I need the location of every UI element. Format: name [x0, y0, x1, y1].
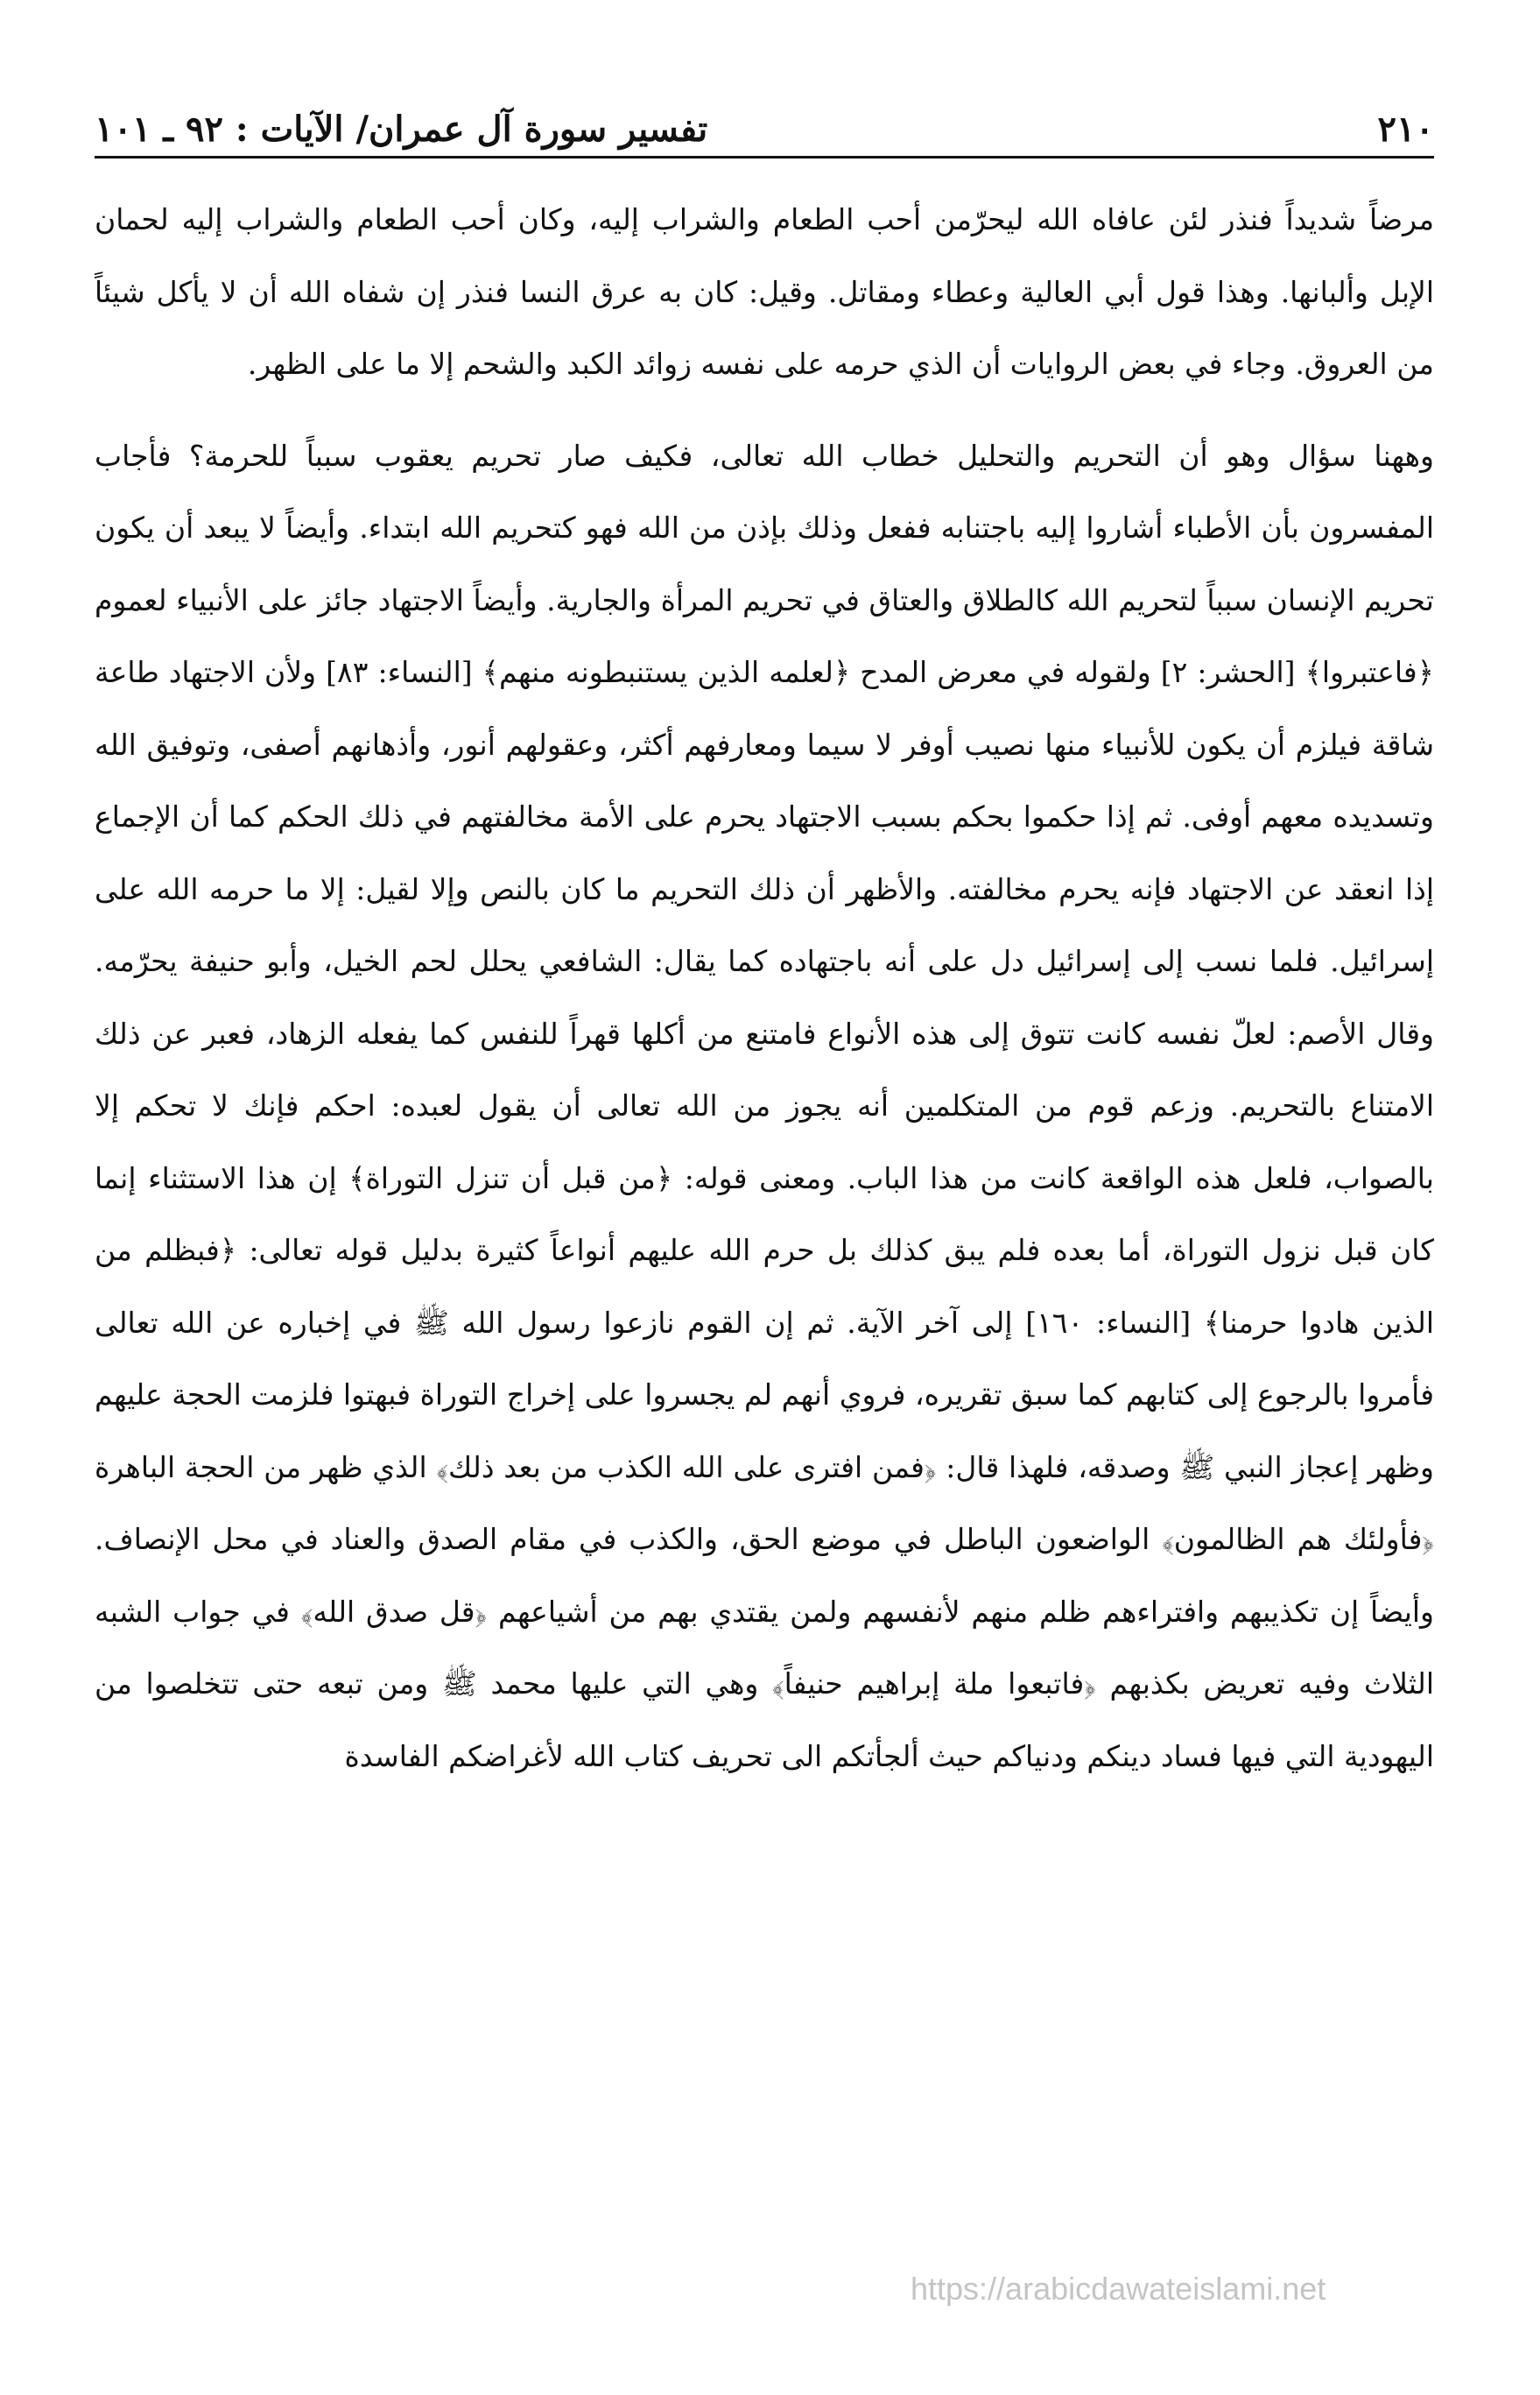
page-body — [95, 184, 1434, 1793]
page-header — [95, 95, 1434, 150]
source-watermark: https://arabicdawateislami.net — [911, 2271, 1326, 2307]
paragraph-2: وههنا سؤال وهو أن التحريم والتحليل خطاب الله تعالى، فكيف صار تحريم يعقوب سبباً للحرمة؟ فأجاب المفسرون بأن الأطباء أشاروا إليه باجتنابه ففعل وذلك بإذن من الله فهو كتحريم الله ابتداء. وأيضاً لا يبعد أن يكون تحريم الإنسان سبباً لتحريم الله كالطلاق والعتاق في تحريم المرأة والجارية. وأيضاً الاجتهاد جائز على الأنبياء لعموم ﴿فاعتبروا﴾ [الحشر: ٢] ولقوله في معرض المدح ﴿لعلمه الذين يستنبطونه منهم﴾ [النساء: ٨٣] ولأن الاجتهاد طاعة شاقة فيلزم أن يكون للأنبياء منها نصيب أوفر لا سيما ومعارفهم أكثر، وعقولهم أنور، وأذهانهم أصفى، وتوفيق الله وتسديده معهم أوفى. ثم إذا حكموا بحكم بسبب الاجتهاد يحرم على الأمة مخالفتهم في ذلك الحكم كما أن الإجماع إذا انعقد عن الاجتهاد فإنه يحرم مخالفته. والأظهر أن ذلك التحريم ما كان بالنص وإلا لقيل: إلا ما حرمه الله على إسرائيل. فلما نسب إلى إسرائيل دل على أنه باجتهاده كما يقال: الشافعي يحلل لحم الخيل، وأبو حنيفة يحرّمه. وقال الأصم: لعلّ نفسه كانت تتوق إلى هذه الأنواع فامتنع من أكلها قهراً للنفس كما يفعله الزهاد، فعبر عن ذلك الامتناع بالتحريم. وزعم قوم من المتكلمين أنه يجوز من الله تعالى أن يقول لعبده: احكم فإنك لا تحكم إلا بالصواب، فلعل هذه الواقعة كانت من هذا الباب. ومعنى قوله: ﴿من قبل أن تنزل التوراة﴾ إن هذا الاستثناء إنما كان قبل نزول التوراة، أما بعده فلم يبق كذلك بل حرم الله عليهم أنواعاً كثيرة بدليل قوله تعالى: ﴿فبظلم من الذين هادوا حرمنا﴾ [النساء: ١٦٠] إلى آخر الآية. ثم إن القوم نازعوا رسول الله ﷺ في إخباره عن الله تعالى فأمروا بالرجوع إلى كتابهم كما سبق تقريره، فروي أنهم لم يجسروا على إخراج التوراة فبهتوا فلزمت الحجة عليهم وظهر إعجاز النبي ﷺ وصدقه، فلهذا قال: ﴿فمن افترى على الله الكذب من بعد ذلك﴾ الذي ظهر من الحجة الباهرة ﴿فأولئك هم الظالمون﴾ الواضعون الباطل في موضع الحق، والكذب في مقام الصدق والعناد في محل الإنصاف. وأيضاً إن تكذيبهم وافتراءهم ظلم منهم لأنفسهم ولمن يقتدي بهم من أشياعهم ﴿قل صدق الله﴾ في جواب الشبه الثلاث وفيه تعريض بكذبهم ﴿فاتبعوا ملة إبراهيم حنيفاً﴾ وهي التي عليها محمد ﷺ ومن تبعه حتى تتخلصوا من اليهودية التي فيها فساد دينكم ودنياكم حيث ألجأتكم الى تحريف كتاب الله لأغراضكم الفاسدة — [95, 438, 1434, 1773]
header-divider — [95, 156, 1434, 158]
page-number: ٢١٠ — [1377, 109, 1434, 150]
paragraph-1: مرضاً شديداً فنذر لئن عافاه الله ليحرّمن أحب الطعام والشراب إليه، وكان أحب الطعام والشراب إليه لحمان الإبل وألبانها. وهذا قول أبي العالية وعطاء ومقاتل. وقيل: كان به عرق النسا فنذر إن شفاه الله أن لا يأكل شيئاً من العروق. وجاء في بعض الروايات أن الذي حرمه على نفسه زوائد الكبد والشحم إلا ما على الظهر. — [95, 202, 1434, 381]
running-title: تفسير سورة آل عمران/ الآيات : ٩٢ ـ ١٠١ — [95, 109, 708, 150]
